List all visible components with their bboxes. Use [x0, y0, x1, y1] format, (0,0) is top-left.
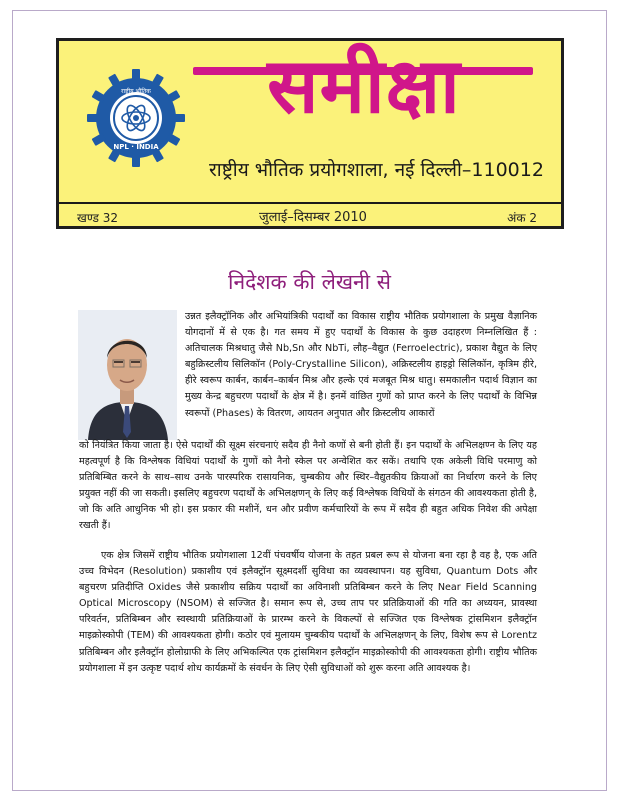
paragraph-2-text: एक क्षेत्र जिसमें राष्ट्रीय भौतिक प्रयोगशाला 12वीं पंचवर्षीय योजना के तहत प्रबल रूप से योजना बना रहा है वह है, एक अति उच्च विभेदन (Resolution) प्रकाशीय एवं इलैक्ट्रॉन सूक्ष्मदर्शी सुविधा का व्यवस्थापन। यह सुविधा, Quantum Dots और बहुचरण प्रतिदीप्ति Oxides जैसे प्रकाशीय सक्रिय पदार्थों का अविनाशी प्रतिबिम्बन करने के लिए Near Field Scanning Optical Microscopy (NSOM) से सज्जित है। समान रूप से, उच्च ताप पर प्रतिक्रियाओं की गति का अध्ययन, प्रावस्था परिवर्तन, प्रतिबिम्बन और स्वस्थायी प्रतिक्रियाओं के प्रारम्भ करने के विकल्पों से सज्जित एक विश्लेषक ट्रांसमिशन इलैक्ट्रॉन माइक्रोस्कोपी (TEM) की आवश्यकता होगी। कठोर एवं मुलायम चुम्बकीय पदार्थों के अभिलक्षणन् के लिए, विशेष रूप से Lorentz प्रतिबिम्बन और इलैक्ट्रॉन होलोग्राफी के लिए अभिकल्पित एक ट्रांसमिशन इलैक्ट्रॉन माइक्रोस्कोपी की आवश्यकता होगी। राष्ट्रीय भौतिक प्रयोगशाला में इन उत्कृष्ट पदार्थ शोध कार्यक्रमों के संवर्धन के लिए ऐसी सुविधाओं को शुरू करना अति आवश्यक है।: [79, 550, 537, 674]
masthead: [56, 38, 564, 229]
paragraph-1-continued: को नियंत्रित किया जाता है। ऐसे पदार्थों की सूक्ष्म संरचनाएं सदैव ही नैनो कणों से बनी होती हैं। इन पदार्थों के अभिलक्षण्न के लिए यह महत्वपूर्ण है कि विश्लेषक विधियां पदार्थों के गुणों को नैनो स्केल पर अन्वेशित कर सकें। तथापि एक अकेली विधि परमाणु को प्रतिबिम्बित करने के साथ–साथ उनके पारस्परिक रासायनिक, चुम्बकीय और स्थिर–वैद्युतकीय क्रियाओं का निर्धारण करने के लिए प्रयुक्त नहीं की जा सकती। इसलिए बहुचरण पदार्थों के अभिलक्षणन् के लिए कई विश्लेषक विधियों के संगठन की आवश्यकता होती है, जो कि अति आधुनिक भी हो। इस प्रकार की मशीनें, धन और प्रवीण कर्मचारियों के रूप में सदैव ही बहुत अधिक निवेश की अपेक्षा रखती हैं।: [79, 440, 537, 532]
masthead-divider: [59, 202, 561, 204]
portrait-icon: [78, 310, 177, 440]
paragraph-1-wrapped: उन्नत इलैक्ट्रॉनिक और अभियांत्रिकी पदार्थों का विकास राष्ट्रीय भौतिक प्रयोगशाला के प्रमुख वैज्ञानिक योगदानों में से एक है। गत समय में हुए पदार्थों के विकास के कुछ उदाहरण निम्नलिखित हैं : अतिचालक मिश्रधातु जैसे Nb,Sn और NbTi, लौह–वैद्युत (Ferroelectric), प्रकाश वैद्युत के लिए बहुक्रिस्टलीय सिलिकॉन (Poly-Crystalline Silicon), अक्रिस्टलीय हाइड्रो सिलिकॉन, कृत्रिम हीरे, हीरे स्वरूप कार्बन, कार्बन–कार्बन मिश्र और हल्के एवं मजबूत मिश्र धातु। समकालीन पदार्थ विज्ञान का मुख्य केन्द्र बहुचरण पदार्थों के क्षेत्र में है। इनमें वांछित गुणों को प्राप्त करने के लिए पदार्थों के विभिन्न स्वरूपों (Phases) के वितरण, आयतन अनुपात और क्रिस्टलीय आकारों: [185, 311, 537, 419]
svg-text:NPL · INDIA: NPL · INDIA: [113, 143, 159, 151]
volume-label: खण्ड 32: [77, 211, 119, 225]
article-heading: निदेशक की लेखनी से: [228, 270, 391, 294]
director-portrait: [78, 310, 177, 440]
issue-info-row: [59, 207, 561, 227]
svg-text:राष्ट्रीय भौतिक: राष्ट्रीय भौतिक: [121, 88, 151, 95]
publication-title: समीक्षा: [267, 41, 461, 130]
issue-date: जुलाई–दिसम्बर 2010: [259, 210, 367, 225]
publisher-line: राष्ट्रीय भौतिक प्रयोगशाला, नई दिल्ली–110012: [209, 159, 544, 181]
npl-india-emblem-icon: [81, 63, 191, 173]
paragraph-2: [79, 548, 537, 677]
issue-number: अंक 2: [507, 211, 537, 225]
